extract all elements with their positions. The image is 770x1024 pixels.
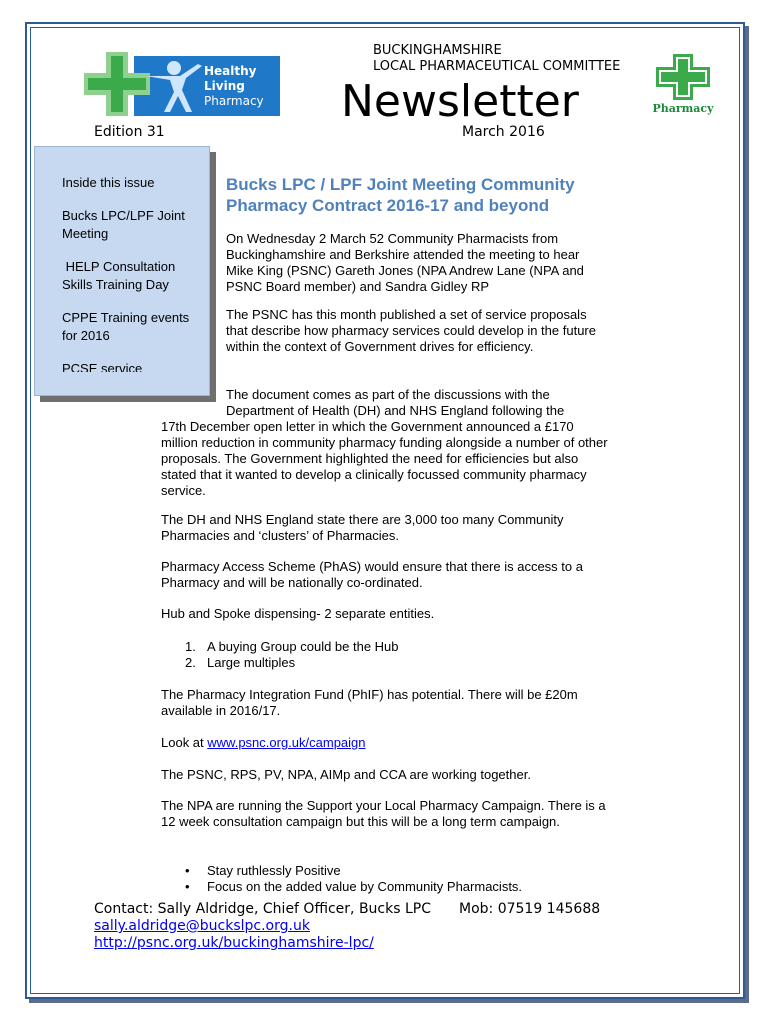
lpc-website-link[interactable]: http://psnc.org.uk/buckinghamshire-lpc/ (94, 935, 374, 951)
paragraph-look-at (161, 735, 611, 751)
paragraph-working-together: The PSNC, RPS, PV, NPA, AIMp and CCA are working together. (161, 767, 531, 782)
edition-number: Edition 31 (94, 124, 165, 140)
contact-email-link[interactable]: sally.aldridge@buckslpc.org.uk (94, 918, 310, 934)
sidebar-item-cppe: CPPE Training events for 2016 (62, 310, 190, 343)
bullet-list (161, 863, 611, 895)
sidebar-item-joint-meeting: Bucks LPC/LPF Joint Meeting (62, 208, 185, 241)
pharmacy-logo-label: Pharmacy (652, 102, 714, 115)
hlp-logo-line1: Healthy (204, 64, 257, 78)
issue-date: March 2016 (462, 124, 545, 140)
list-item: • Stay ruthlessly Positive (185, 863, 341, 878)
list-item-text: A buying Group could be the Hub (207, 639, 399, 654)
paragraph-document-line1: The document comes as part of the discussions with the (226, 387, 550, 402)
list-item: 1. A buying Group could be the Hub (185, 639, 399, 654)
org-line-2: LOCAL PHARMACEUTICAL COMMITTEE (373, 59, 621, 74)
hlp-logo-line3: Pharmacy (204, 94, 264, 108)
numbered-list (161, 639, 611, 671)
pharmacy-logo (652, 54, 714, 118)
list-item: 2. Large multiples (185, 655, 296, 670)
paragraph-document-line2: Department of Health (DH) and NHS England following the (226, 403, 565, 418)
paragraph-hub-spoke: Hub and Spoke dispensing- 2 separate entities. (161, 606, 435, 621)
frame-shadow-bottom (29, 999, 749, 1003)
org-line-1: BUCKINGHAMSHIRE (373, 43, 502, 58)
contact-block (94, 901, 601, 952)
paragraph-phif: The Pharmacy Integration Fund (PhIF) has potential. There will be £20m available in 2016/17. (161, 687, 578, 718)
look-at-text: Look at (161, 735, 208, 750)
mobile-number: Mob: 07519 145688 (459, 901, 601, 917)
contact-line: Contact: Sally Aldridge, Chief Officer, Bucks LPC (94, 901, 431, 917)
healthy-living-pharmacy-logo (84, 52, 280, 116)
psnc-campaign-link[interactable]: www.psnc.org.uk/campaign (207, 735, 366, 750)
paragraph-meeting: On Wednesday 2 March 52 Community Pharmacists from Buckinghamshire and Berkshire attended the meeting to hear Mike King (PSNC) Gareth Jones (NPA Andrew Lane (NPA and PSNC Board member) and Sandra Gidley RP (226, 231, 584, 294)
paragraph-npa-campaign: The NPA are running the Support your Local Pharmacy Campaign. There is a 12 week consultation campaign but this will be a long term campaign. (161, 798, 606, 829)
list-item-text: Focus on the added value by Community Pharmacists. (207, 879, 523, 894)
list-item: • Focus on the added value by Community Pharmacists. (185, 879, 523, 894)
article-title: Bucks LPC / LPF Joint Meeting Community Pharmacy Contract 2016-17 and beyond (226, 175, 575, 215)
list-item-text: Large multiples (207, 655, 296, 670)
person-figure-icon (140, 58, 204, 114)
list-item-text: Stay ruthlessly Positive (207, 863, 341, 878)
masthead-title: Newsletter (341, 76, 579, 127)
sidebar-item-help-training: HELP Consultation Skills Training Day (62, 259, 179, 292)
hlp-logo-line2: Living (204, 79, 245, 93)
sidebar-heading: Inside this issue (62, 175, 155, 190)
sidebar-item-pcse: PCSE service (62, 361, 143, 372)
organisation-name (373, 43, 620, 75)
sidebar-content (62, 174, 202, 372)
hlp-logo-text (204, 64, 264, 109)
paragraph-psnc-proposals: The PSNC has this month published a set of service proposals that describe how pharmacy services could develop in the future within the context of Government drives for efficiency. (226, 307, 596, 354)
paragraph-too-many-pharmacies: The DH and NHS England state there are 3,000 too many Community Pharmacies and ‘clusters’ of Pharmacies. (161, 512, 564, 543)
inside-this-issue-box (34, 146, 210, 396)
pharmacy-cross-icon (656, 54, 710, 100)
paragraph-document-rest: 17th December open letter in which the Government announced a £170 million reduction in community pharmacy funding alongside a number of other proposals. The Government highlighted the need for efficiencies but also stated that it wanted to develop a clinically focussed community pharmacy service. (161, 419, 608, 498)
paragraph-phas: Pharmacy Access Scheme (PhAS) would ensure that there is access to a Pharmacy and will be nationally co-ordinated. (161, 559, 583, 590)
frame-shadow-right (745, 26, 749, 1003)
